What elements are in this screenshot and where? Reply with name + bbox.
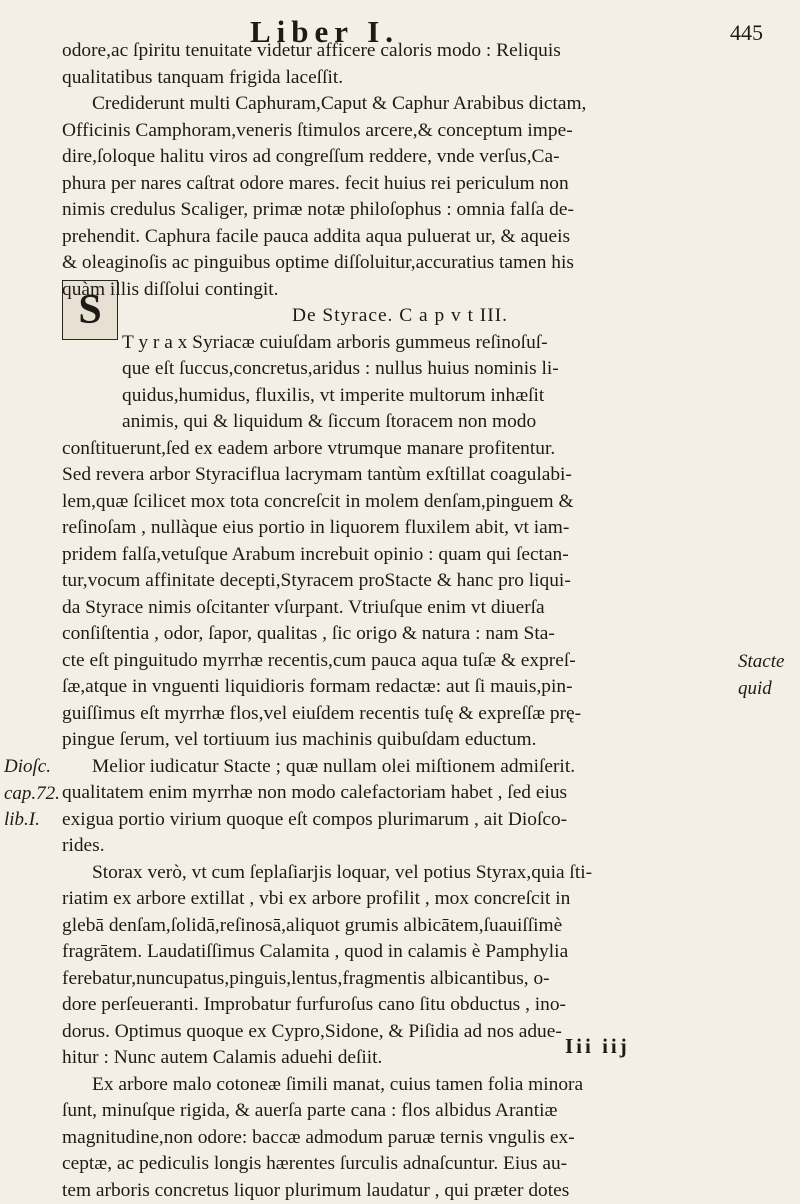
text-line: fragrātem. Laudatiſſimus Calamita , quod in calamis è Pamphylia <box>62 939 738 966</box>
text-line-content: Crediderunt multi Caphuram,Caput & Caphur Arabibus dictam, <box>92 93 586 114</box>
margin-note-line: Dioſc. <box>4 754 64 781</box>
signature-mark: Iii iij <box>565 1034 630 1059</box>
text-line: ſunt, minuſque rigida, & auerſa parte cana : flos albidus Arantiæ <box>62 1098 738 1125</box>
text-line: hitur : Nunc autem Calamis aduehi deſiit. <box>62 1045 738 1072</box>
text-line: cte eſt pinguitudo myrrhæ recentis,cum pauca aqua tuſæ & expreſ- <box>62 648 738 675</box>
margin-note-right: Stacte quid <box>738 649 800 702</box>
text-line: quàm illis diſſolui contingit. <box>62 277 738 304</box>
text-line <box>62 91 738 118</box>
margin-note-line: lib.I. <box>4 807 64 834</box>
text-line: exigua portio virium quoque eſt compos plurimarum , ait Dioſco- <box>62 807 738 834</box>
text-line <box>62 383 738 410</box>
text-line: prehendit. Caphura facile pauca addita aqua puluerat ur, & aqueis <box>62 224 738 251</box>
margin-note-line: cap.72. <box>4 781 64 808</box>
text-line: dore perſeueranti. Improbatur furfuroſus cano ſitu obductus , ino- <box>62 992 738 1019</box>
text-line: & oleaginoſis ac pinguibus optime diſſoluitur,accuratius tamen his <box>62 250 738 277</box>
text-line-content: Ex arbore malo cotoneæ ſimili manat, cuius tamen folia minora <box>92 1074 583 1095</box>
text-line: da Styrace nimis oſcitanter vſurpant. Vtriuſque enim vt diuerſa <box>62 595 738 622</box>
text-line: conſtituerunt,ſed ex eadem arbore vtrumque manare profitentur. <box>62 436 738 463</box>
running-header: Liber I. <box>250 14 560 50</box>
text-line <box>62 330 738 357</box>
text-line <box>62 754 738 781</box>
margin-note-left <box>4 754 64 834</box>
text-line: conſiſtentia , odor, ſapor, qualitas , ſic origo & natura : nam Sta- <box>62 621 738 648</box>
text-line <box>62 356 738 383</box>
text-line: rides. <box>62 833 738 860</box>
text-line: qualitatibus tanquam frigida laceſſit. <box>62 65 738 92</box>
text-line: tur,vocum affinitate decepti,Styracem proStacte & hanc pro liqui- <box>62 568 738 595</box>
body-text <box>62 38 738 1204</box>
text-line: Officinis Camphoram,veneris ſtimulos arcere,& conceptum impe- <box>62 118 738 145</box>
text-line: glebā denſam,ſolidā,reſinosā,aliquot grumis albicātem,ſuauiſſimè <box>62 913 738 940</box>
text-line <box>62 409 738 436</box>
drop-cap: S <box>62 280 118 340</box>
text-line-content: T y r a x Syriacæ cuiuſdam arboris gummeus reſinoſuſ- <box>122 332 548 353</box>
page-number: 445 <box>730 20 763 46</box>
text-line <box>62 860 738 887</box>
text-line: dorus. Optimus quoque ex Cypro,Sidone, & Piſidia ad nos adue- <box>62 1019 738 1046</box>
text-line-content: que eſt ſuccus,concretus,aridus : nullus huius nominis li- <box>122 358 559 379</box>
text-line: ſæ,atque in vnguenti liquidioris formam redactæ: aut ſi mauis,pin- <box>62 674 738 701</box>
text-line: ceptæ, ac pediculis longis hærentes ſurculis adnaſcuntur. Eius au- <box>62 1151 738 1178</box>
text-line: pingue ſerum, vel tortiuum ius machinis quibuſdam eductum. <box>62 727 738 754</box>
text-line <box>62 1072 738 1099</box>
text-line: guiſſimus eſt myrrhæ flos,vel eiuſdem recentis tuſę & expreſſæ prę- <box>62 701 738 728</box>
text-line: pridem falſa,vetuſque Arabum increbuit opinio : quam qui ſectan- <box>62 542 738 569</box>
text-line: tem arboris concretus liquor plurimum laudatur , qui præter dotes <box>62 1178 738 1204</box>
text-line: riatim ex arbore extillat , vbi ex arbore profilit , mox concreſcit in <box>62 886 738 913</box>
text-line: lem,quæ ſcilicet mox tota concreſcit in molem denſam,pinguem & <box>62 489 738 516</box>
text-line: odore,ac ſpiritu tenuitate videtur afficere caloris modo : Reliquis <box>62 38 738 65</box>
text-line: qualitatem enim myrrhæ non modo calefactoriam habet , ſed eius <box>62 780 738 807</box>
text-line-content: quidus,humidus, fluxilis, vt imperite multorum inhæſit <box>122 385 544 406</box>
text-line: ferebatur,nuncupatus,pinguis,lentus,fragmentis albicantibus, o- <box>62 966 738 993</box>
text-line: phura per nares caſtrat odore mares. fecit huius rei periculum non <box>62 171 738 198</box>
text-line-content: Melior iudicatur Stacte ; quæ nullam olei miſtionem admiſerit. <box>92 756 575 777</box>
chapter-heading: De Styrace. C a p v t III. <box>62 303 738 330</box>
text-line: Sed revera arbor Styraciflua lacrymam tantùm exſtillat coagulabi- <box>62 462 738 489</box>
text-line: reſinoſam , nullàque eius portio in liquorem fluxilem abit, vt iam- <box>62 515 738 542</box>
text-line: nimis credulus Scaliger, primæ notæ philoſophus : omnia falſa de- <box>62 197 738 224</box>
text-line-content: animis, qui & liquidum & ſiccum ſtoracem non modo <box>122 411 536 432</box>
text-line: dire,ſoloque halitu viros ad congreſſum reddere, vnde verſus,Ca- <box>62 144 738 171</box>
text-line: magnitudine,non odore: baccæ admodum paruæ ternis vngulis ex- <box>62 1125 738 1152</box>
text-line-content: Storax verò, vt cum ſeplaſiarjis loquar, vel potius Styrax,quia ſti- <box>92 862 592 883</box>
